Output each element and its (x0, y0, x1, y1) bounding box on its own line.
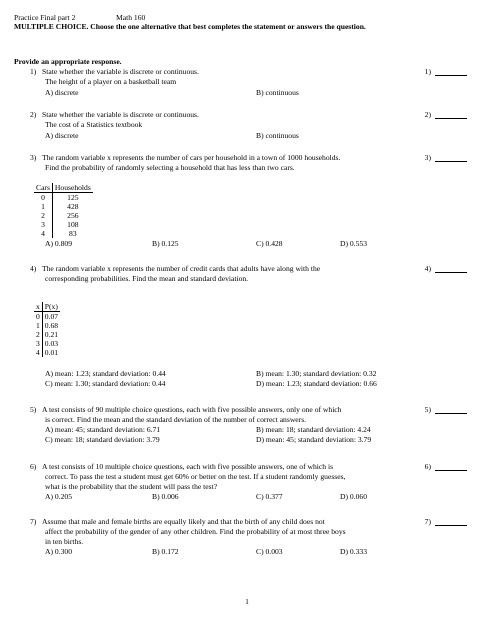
question-subtext-2: in ten births. (45, 537, 84, 546)
choice-b: B) 0.125 (152, 239, 179, 248)
table-cell: 0.01 (44, 348, 59, 357)
question-subtext: correct. To pass the test a student must get 60% or better on the test. If a student randomly guesses, (45, 472, 346, 481)
question-subtext: affect the probability of the gender of any other children. Find the probability of at most three boys (45, 527, 346, 536)
section-heading: Provide an appropriate response. (14, 57, 122, 66)
question-text: State whether the variable is discrete or continuous. (42, 110, 199, 119)
table-cell: 3 (34, 220, 52, 229)
choice-a: A) discrete (45, 88, 79, 97)
question-text: Assume that male and female births are equally likely and that the birth of any child does not (42, 517, 325, 526)
answer-blank[interactable] (435, 462, 467, 471)
table-row (34, 220, 93, 229)
table-cell: 0.07 (44, 312, 59, 321)
table-cell: 83 (69, 229, 77, 238)
answer-number: 7) (424, 517, 431, 526)
table-cell: 256 (67, 211, 79, 220)
table-cell: 0.21 (44, 330, 59, 339)
question-text: State whether the variable is discrete or continuous. (42, 67, 199, 76)
choice-a: A) 0.205 (45, 492, 72, 501)
question-subtext: corresponding probabilities. Find the mean and standard deviation. (45, 274, 249, 283)
answer-number: 5) (424, 405, 431, 414)
question-subtext: The height of a player on a basketball team (45, 77, 177, 86)
choice-a: A) discrete (45, 131, 79, 140)
table-header: x (34, 302, 42, 312)
choice-c: C) mean: 18; standard deviation: 3.79 (45, 435, 160, 444)
table-row (34, 321, 60, 330)
choice-b: B) mean: 1.30; standard deviation: 0.32 (256, 369, 377, 378)
answer-number: 3) (424, 153, 431, 162)
table-cell: 428 (67, 202, 79, 211)
choice-b: B) 0.172 (152, 547, 179, 556)
question-text: A test consists of 90 multiple choice questions, each with five possible answers, only one of which (42, 405, 342, 414)
question-number: 6) (30, 462, 37, 471)
table-row (34, 193, 93, 203)
page-header (14, 13, 484, 31)
table-header: Cars (34, 183, 52, 193)
answer-blank[interactable] (435, 153, 467, 162)
question-text: A test consists of 10 multiple choice questions, each with five possible answers, one of which is (42, 462, 334, 471)
table-cell: 0.68 (44, 321, 59, 330)
answer-number: 6) (424, 462, 431, 471)
choice-a: A) mean: 45; standard deviation: 6.71 (45, 425, 161, 434)
answer-blank[interactable] (435, 405, 467, 414)
probability-distribution-table (34, 302, 60, 357)
question-number: 3) (30, 153, 37, 162)
choice-d: D) 0.333 (340, 547, 367, 556)
cars-households-table (34, 183, 93, 238)
choice-c: C) mean: 1.30; standard deviation: 0.44 (45, 379, 166, 388)
choice-d: D) 0.060 (340, 492, 367, 501)
answer-number: 2) (424, 110, 431, 119)
question-subtext: Find the probability of randomly selecting a household that has less than two cars. (45, 163, 295, 172)
question-number: 4) (30, 264, 37, 273)
answer-blank[interactable] (435, 264, 467, 273)
answer-blank[interactable] (435, 67, 467, 76)
answer-blank[interactable] (435, 517, 467, 526)
choice-c: C) 0.428 (256, 239, 283, 248)
question-text: The random variable x represents the number of credit cards that adults have along with the (42, 264, 321, 273)
choice-b: B) continuous (256, 88, 299, 97)
table-cell: 2 (34, 211, 52, 220)
course-name: Math 160 (116, 13, 146, 22)
choice-b: B) 0.006 (152, 492, 179, 501)
table-cell: 1 (34, 321, 42, 330)
answer-number: 4) (424, 264, 431, 273)
choice-a: A) mean: 1.23; standard deviation: 0.44 (45, 369, 166, 378)
table-row (34, 312, 60, 322)
table-header: P(x) (42, 302, 60, 312)
table-row (34, 202, 93, 211)
table-cell: 0 (34, 312, 42, 322)
choice-a: A) 0.300 (45, 547, 72, 556)
choice-d: D) mean: 45; standard deviation: 3.79 (256, 435, 372, 444)
choice-a: A) 0.809 (45, 239, 72, 248)
table-cell: 108 (67, 220, 79, 229)
instructions: MULTIPLE CHOICE. Choose the one alternative that best completes the statement or answers the question. (14, 22, 366, 31)
choice-c: C) 0.377 (256, 492, 283, 501)
choice-d: D) 0.553 (340, 239, 367, 248)
table-cell: 1 (34, 202, 52, 211)
choice-b: B) continuous (256, 131, 299, 140)
choice-b: B) mean: 18; standard deviation: 4.24 (256, 425, 371, 434)
table-cell: 125 (67, 193, 79, 202)
page-number: 1 (245, 597, 249, 606)
table-header: Households (52, 183, 92, 193)
table-cell: 3 (34, 339, 42, 348)
table-row (34, 211, 93, 220)
table-cell: 4 (34, 348, 42, 357)
question-number: 7) (30, 517, 37, 526)
table-row (34, 348, 60, 357)
question-number: 5) (30, 405, 37, 414)
question-subtext: The cost of a Statistics textbook (45, 120, 143, 129)
table-row (34, 330, 60, 339)
table-cell: 4 (34, 229, 52, 238)
question-subtext-2: what is the probability that the student will pass the test? (45, 482, 218, 491)
question-text: The random variable x represents the number of cars per household in a town of 1000 households. (42, 153, 341, 162)
question-subtext: is correct. Find the mean and the standard deviation of the number of correct answers. (45, 415, 307, 424)
answer-blank[interactable] (435, 110, 467, 119)
answer-number: 1) (424, 67, 431, 76)
choice-c: C) 0.003 (256, 547, 283, 556)
exam-title: Practice Final part 2 (14, 13, 76, 22)
table-row (34, 339, 60, 348)
choice-d: D) mean: 1.23; standard deviation: 0.66 (256, 379, 377, 388)
table-cell: 2 (34, 330, 42, 339)
question-number: 2) (30, 110, 37, 119)
table-row (34, 229, 93, 238)
question-number: 1) (30, 67, 37, 76)
table-cell: 0 (34, 193, 52, 203)
table-cell: 0.03 (44, 339, 59, 348)
